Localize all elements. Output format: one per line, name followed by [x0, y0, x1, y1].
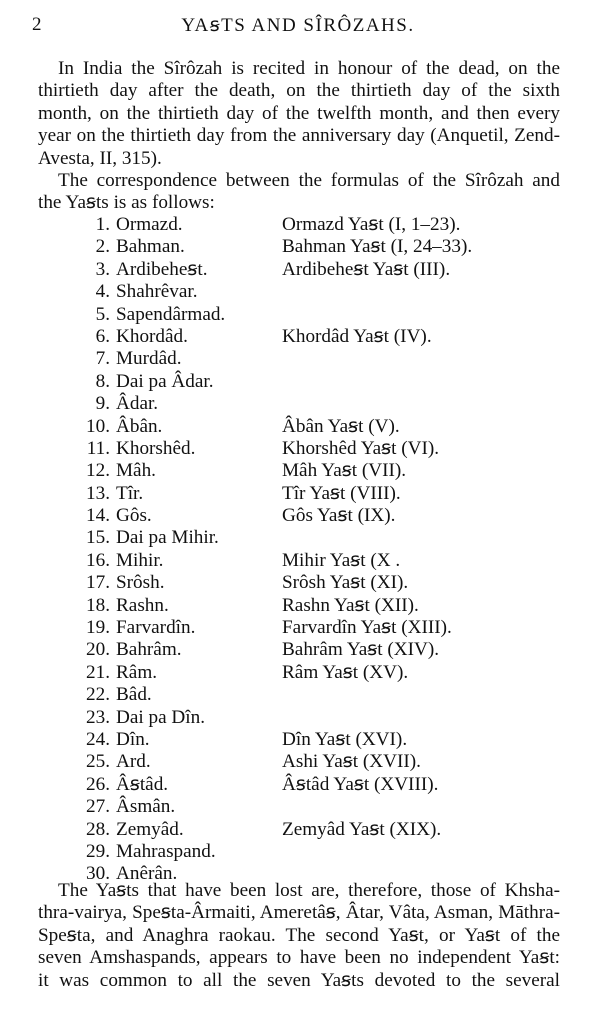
- sirozah-formula: Dai pa Âdar.: [116, 370, 214, 392]
- row-number: 30.: [86, 863, 110, 885]
- row-number: 2.: [95, 236, 110, 258]
- page-header: [32, 14, 564, 40]
- row-number: 29.: [86, 840, 110, 862]
- sirozah-formula: Mahraspand.: [116, 840, 216, 862]
- text-line: Avesta, II, 315).: [38, 147, 162, 169]
- row-number: 15.: [86, 527, 110, 549]
- row-number: 27.: [86, 796, 110, 818]
- table-row: [0, 595, 600, 617]
- correspondence-intro: [38, 170, 560, 215]
- closing-paragraph: [38, 880, 560, 992]
- sirozah-formula: Bâd.: [116, 684, 152, 706]
- table-row: [0, 393, 600, 415]
- sirozah-formula: Zemyâd.: [116, 818, 184, 840]
- table-row: [0, 214, 600, 236]
- table-row: [0, 550, 600, 572]
- sirozah-formula: Rashn.: [116, 594, 169, 616]
- table-row: [0, 416, 600, 438]
- text-line: seven Amshaspands, appears to have been no independent Yaꞩt:: [38, 947, 560, 969]
- row-number: 6.: [95, 325, 110, 347]
- text-line: thra-vairya, Speꞩta-Ârmaiti, Ameretâꞩ, Âtar, Vâta, Asman, Māthra-: [38, 902, 560, 924]
- row-number: 21.: [86, 661, 110, 683]
- row-number: 20.: [86, 639, 110, 661]
- row-number: 4.: [95, 281, 110, 303]
- table-row: [0, 617, 600, 639]
- sirozah-formula: Anêrân.: [116, 863, 178, 885]
- row-number: 14.: [86, 505, 110, 527]
- table-row: [0, 460, 600, 482]
- table-row: [0, 259, 600, 281]
- yast-name: Bahrâm Yaꞩt (XIV).: [282, 639, 440, 661]
- table-row: [0, 662, 600, 684]
- yast-name: Âꞩtâd Yaꞩt (XVIII).: [282, 773, 439, 795]
- sirozah-formula: Bahrâm.: [116, 639, 182, 661]
- table-row: [0, 796, 600, 818]
- row-number: 5.: [95, 303, 110, 325]
- sirozah-formula: Srôsh.: [116, 572, 165, 594]
- sirozah-formula: Mâh.: [116, 460, 156, 482]
- row-number: 19.: [86, 617, 110, 639]
- table-row: [0, 281, 600, 303]
- row-number: 13.: [86, 482, 110, 504]
- sirozah-formula: Mihir.: [116, 549, 164, 571]
- yast-name: Rashn Yaꞩt (XII).: [282, 594, 419, 616]
- text-line: year on the thirtieth day from the anniversary day (Anquetil, Zend-: [38, 125, 560, 147]
- sirozah-formula: Shahrêvar.: [116, 281, 198, 303]
- yast-name: Râm Yaꞩt (XV).: [282, 661, 409, 683]
- row-number: 23.: [86, 706, 110, 728]
- row-number: 1.: [95, 214, 110, 235]
- text-line: thirtieth day after the death, on the thirtieth day of the sixth: [38, 80, 560, 102]
- sirozah-formula: Gôs.: [116, 505, 152, 527]
- row-number: 24.: [86, 728, 110, 750]
- row-number: 18.: [86, 594, 110, 616]
- yast-name: Ashi Yaꞩt (XVII).: [282, 751, 421, 773]
- row-number: 3.: [95, 258, 110, 280]
- table-row: [0, 572, 600, 594]
- table-row: [0, 438, 600, 460]
- row-number: 11.: [86, 437, 110, 459]
- table-row: [0, 527, 600, 549]
- intro-paragraph: [38, 58, 560, 170]
- sirozah-formula: Murdâd.: [116, 348, 182, 370]
- row-number: 25.: [86, 751, 110, 773]
- table-row: [0, 707, 600, 729]
- yast-name: Bahman Yaꞩt (I, 24–33).: [282, 236, 473, 258]
- sirozah-formula: Âsmân.: [116, 796, 176, 818]
- row-number: 9.: [95, 393, 110, 415]
- text-line: Speꞩta, and Anaghra raokau. The second Yaꞩt, or Yaꞩt of the: [38, 924, 560, 946]
- table-row: [0, 774, 600, 796]
- row-number: 26.: [86, 773, 110, 795]
- yast-name: Mihir Yaꞩt (X .: [282, 549, 401, 571]
- yast-name: Ormazd Yaꞩt (I, 1–23).: [282, 214, 461, 235]
- table-row: [0, 841, 600, 863]
- table-row: [0, 639, 600, 661]
- yast-name: Tîr Yaꞩt (VIII).: [282, 482, 401, 504]
- yast-name: Dîn Yaꞩt (XVI).: [282, 728, 408, 750]
- sirozah-formula: Khordâd.: [116, 325, 188, 347]
- sirozah-formula: Sapendârmad.: [116, 303, 226, 325]
- text-line: month, on the thirtieth day of the twelfth month, and then every: [38, 102, 560, 124]
- page-number: 2: [32, 14, 42, 35]
- table-row: [0, 304, 600, 326]
- row-number: 28.: [86, 818, 110, 840]
- row-number: 7.: [95, 348, 110, 370]
- text-line: The correspondence between the formulas of the Sîrôzah and: [58, 170, 560, 191]
- row-number: 22.: [86, 684, 110, 706]
- text-line: The Yaꞩts that have been lost are, therefore, those of Khsha-: [58, 880, 560, 901]
- sirozah-formula: Âdar.: [116, 393, 159, 415]
- row-number: 10.: [86, 415, 110, 437]
- row-number: 12.: [86, 460, 110, 482]
- sirozah-formula: Ard.: [116, 751, 151, 773]
- sirozah-formula: Dai pa Dîn.: [116, 706, 205, 728]
- text-line: the Yaꞩts is as follows:: [38, 192, 215, 214]
- sirozah-formula: Dîn.: [116, 728, 150, 750]
- yast-name: Mâh Yaꞩt (VII).: [282, 460, 407, 482]
- table-row: [0, 236, 600, 258]
- text-line: In India the Sîrôzah is recited in honour of the dead, on the: [58, 58, 560, 79]
- sirozah-formula: Âꞩtâd.: [116, 773, 169, 795]
- sirozah-formula: Ardibeheꞩt.: [116, 258, 208, 280]
- table-row: [0, 684, 600, 706]
- table-row: [0, 819, 600, 841]
- row-number: 17.: [86, 572, 110, 594]
- sirozah-formula: Âbân.: [116, 415, 163, 437]
- table-row: [0, 483, 600, 505]
- sirozah-formula: Râm.: [116, 661, 158, 683]
- sirozah-formula: Khorshêd.: [116, 437, 196, 459]
- text-line: it was common to all the seven Yaꞩts devoted to the several: [38, 969, 560, 991]
- yast-name: Ardibeheꞩt Yaꞩt (III).: [282, 258, 451, 280]
- sirozah-formula: Bahman.: [116, 236, 185, 258]
- row-number: 16.: [86, 549, 110, 571]
- row-number: 8.: [95, 370, 110, 392]
- running-title: YAꞩTS AND SÎRÔZAHS.: [181, 15, 415, 36]
- yast-name: Zemyâd Yaꞩt (XIX).: [282, 818, 442, 840]
- yast-name: Farvardîn Yaꞩt (XIII).: [282, 617, 452, 639]
- table-row: [0, 348, 600, 370]
- table-row: [0, 729, 600, 751]
- correspondence-table: [0, 214, 600, 886]
- yast-name: Gôs Yaꞩt (IX).: [282, 505, 396, 527]
- yast-name: Khordâd Yaꞩt (IV).: [282, 325, 432, 347]
- table-row: [0, 505, 600, 527]
- sirozah-formula: Tîr.: [116, 482, 144, 504]
- yast-name: Srôsh Yaꞩt (XI).: [282, 572, 409, 594]
- sirozah-formula: Farvardîn.: [116, 617, 196, 639]
- sirozah-formula: Ormazd.: [116, 214, 183, 235]
- table-row: [0, 371, 600, 393]
- yast-name: Khorshêd Yaꞩt (VI).: [282, 437, 440, 459]
- yast-name: Âbân Yaꞩt (V).: [282, 415, 400, 437]
- sirozah-formula: Dai pa Mihir.: [116, 527, 219, 549]
- table-row: [0, 326, 600, 348]
- table-row: [0, 751, 600, 773]
